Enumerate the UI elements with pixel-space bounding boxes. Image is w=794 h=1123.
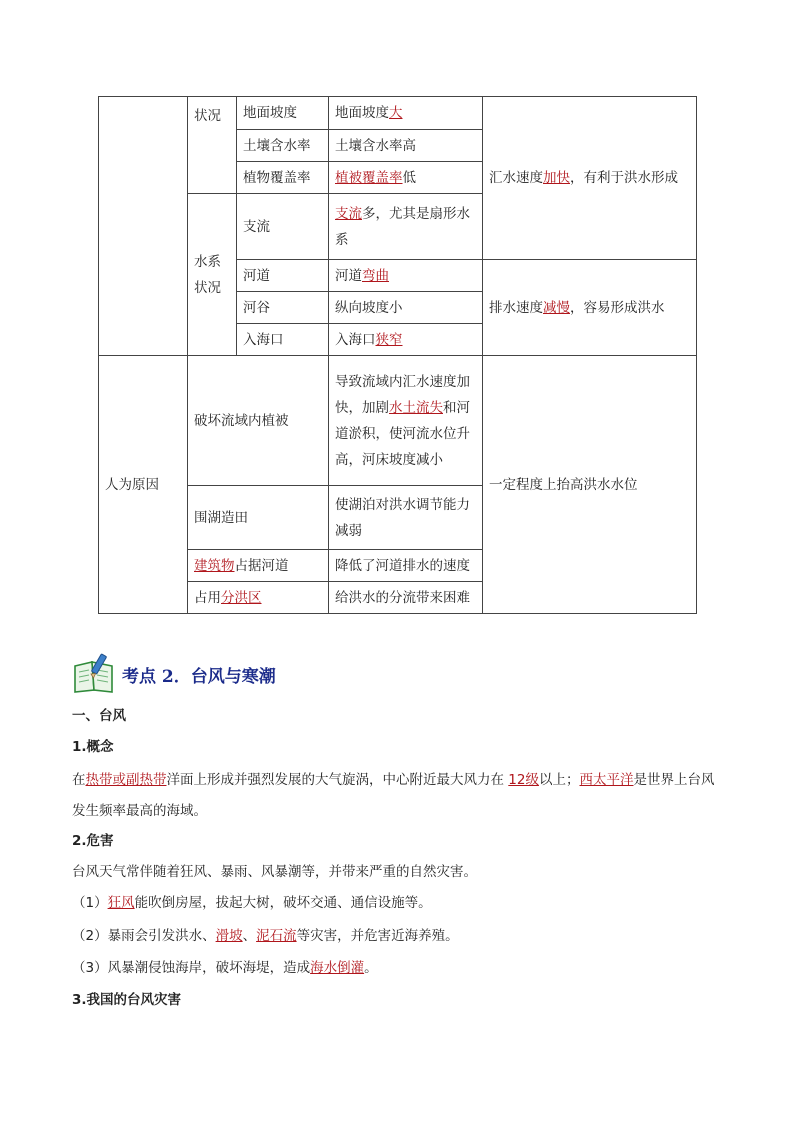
- table-cell: [329, 582, 483, 614]
- cell-text: 破坏流域内植被: [194, 412, 289, 429]
- cell-text: （1）: [72, 895, 108, 911]
- cell-text: 一定程度上抬高洪水水位: [489, 476, 638, 493]
- cell-text: 泥石流: [256, 928, 297, 944]
- cell-text: 西太平洋: [579, 772, 634, 788]
- cell-text: 支流: [243, 218, 270, 235]
- cell-text: 在: [72, 772, 86, 788]
- cell-text: 降低了河道排水的速度: [335, 557, 470, 574]
- subheading-harm: 2.危害: [72, 833, 114, 849]
- cell-text: 热带或副热带: [85, 772, 167, 788]
- table-cell: [329, 292, 483, 324]
- cell-text: 分洪区: [221, 589, 262, 606]
- cell-text: 狂风: [107, 895, 135, 911]
- table-row: [99, 97, 697, 130]
- table-cell: [237, 260, 329, 292]
- table-cell: [329, 130, 483, 162]
- cell-text: （2）暴雨会引发洪水、: [72, 928, 216, 944]
- table-cell: [237, 162, 329, 194]
- cell-text: 海水倒灌: [310, 960, 365, 976]
- cell-text: 河道: [335, 267, 362, 284]
- cell-text: 是世界上台风发生频率最高的海域。: [72, 772, 715, 819]
- cell-text: 状况: [194, 108, 221, 124]
- cell-text: 土壤含水率高: [335, 137, 416, 154]
- subheading-concept: 1.概念: [72, 739, 114, 755]
- cell-text: 使湖泊对洪水调节能力减弱: [335, 496, 470, 539]
- cell-text: 地面坡度: [335, 105, 389, 121]
- table-cell: [329, 356, 483, 486]
- cell-text: 以上；: [538, 772, 580, 788]
- cell-text: 河道: [243, 267, 270, 284]
- table-cell: [237, 130, 329, 162]
- table-cell: [329, 97, 483, 130]
- cell-text: 占用: [194, 589, 221, 606]
- paragraph-concept: [72, 765, 724, 827]
- cell-text: 减慢: [543, 299, 570, 316]
- table-cell: [188, 194, 237, 356]
- cell-text: 等灾害，并危害近海养殖。: [296, 928, 459, 944]
- table-cell: [483, 260, 697, 356]
- table-cell: [237, 97, 329, 130]
- paragraph-harm-2: [72, 925, 724, 947]
- paragraph-harm-intro: 台风天气常伴随着狂风、暴雨、风暴潮等，并带来严重的自然灾害。: [72, 864, 477, 880]
- table-row: [99, 356, 697, 486]
- cell-text: 占据河道: [234, 557, 289, 574]
- cell-text: 建筑物: [194, 557, 235, 574]
- flood-causes-table: [98, 96, 697, 614]
- cell-text: 水系: [194, 253, 221, 270]
- table-cell: [237, 194, 329, 260]
- table-cell: [188, 97, 237, 194]
- section-title: 考点 2．台风与寒潮: [122, 667, 276, 687]
- table-cell: [237, 324, 329, 356]
- paragraph-harm-3: [72, 957, 724, 979]
- cell-text: 围湖造田: [194, 509, 248, 526]
- table-cell: [483, 97, 697, 260]
- cell-text: 弯曲: [362, 267, 389, 284]
- table-cell: [329, 550, 483, 582]
- cell-text: 能吹倒房屋，拔起大树，破坏交通、通信设施等。: [134, 895, 432, 911]
- cell-text: 狭窄: [375, 331, 403, 348]
- table-cell: [99, 356, 188, 614]
- cell-text: 植物覆盖率: [243, 169, 311, 186]
- cell-text: 和河道淤积，使河流水位升高，河床坡度减小: [335, 399, 470, 468]
- table-cell: [188, 356, 329, 486]
- cell-text: 排水速度: [489, 299, 543, 316]
- cell-text: 洋面上形成并强烈发展的大气旋涡，中心附近最大风力在: [166, 772, 509, 788]
- cell-text: 人为原因: [105, 476, 159, 493]
- table-cell: [237, 292, 329, 324]
- table-cell: [188, 582, 329, 614]
- table-cell: [483, 356, 697, 614]
- book-pencil-icon: [72, 652, 116, 696]
- cell-text: 低: [402, 169, 416, 186]
- paragraph-harm-1: [72, 892, 724, 914]
- cell-text: 多，尤其是扇形水系: [335, 205, 470, 248]
- cell-text: ，有利于洪水形成: [570, 170, 678, 186]
- cell-text: 水土流失: [389, 399, 443, 416]
- cell-text: 土壤含水率: [243, 137, 311, 154]
- table-cell: [329, 324, 483, 356]
- cell-text: 汇水速度: [489, 170, 543, 186]
- subheading-china-typhoon: 3.我国的台风灾害: [72, 992, 182, 1008]
- table-cell: [329, 194, 483, 260]
- cell-text: 导致流域内汇水速度加快，加剧: [335, 373, 470, 416]
- cell-text: 河谷: [243, 299, 270, 316]
- cell-text: 12级: [508, 772, 539, 788]
- cell-text: 大: [389, 105, 403, 121]
- cell-text: 地面坡度: [243, 105, 297, 121]
- table-cell: [329, 486, 483, 550]
- cell-text: 入海口: [335, 331, 376, 348]
- cell-text: 支流: [335, 205, 362, 222]
- cell-text: 滑坡: [215, 928, 243, 944]
- cell-text: 植被覆盖率: [335, 169, 403, 186]
- cell-text: 状况: [194, 279, 221, 296]
- table-cell: [329, 260, 483, 292]
- section-heading: [72, 652, 472, 696]
- cell-text: ，容易形成洪水: [570, 299, 665, 316]
- cell-text: 纵向坡度小: [335, 299, 403, 316]
- cell-text: 加快: [543, 170, 570, 186]
- table-cell: [329, 162, 483, 194]
- table-cell: [99, 97, 188, 356]
- table-cell: [188, 486, 329, 550]
- table-cell: [188, 550, 329, 582]
- cell-text: 。: [364, 960, 378, 976]
- cell-text: 入海口: [243, 331, 284, 348]
- subheading-typhoon: 一、台风: [72, 708, 126, 724]
- cell-text: 给洪水的分流带来困难: [335, 589, 470, 606]
- cell-text: 、: [242, 928, 257, 944]
- cell-text: （3）风暴潮侵蚀海岸，破坏海堤，造成: [72, 960, 311, 976]
